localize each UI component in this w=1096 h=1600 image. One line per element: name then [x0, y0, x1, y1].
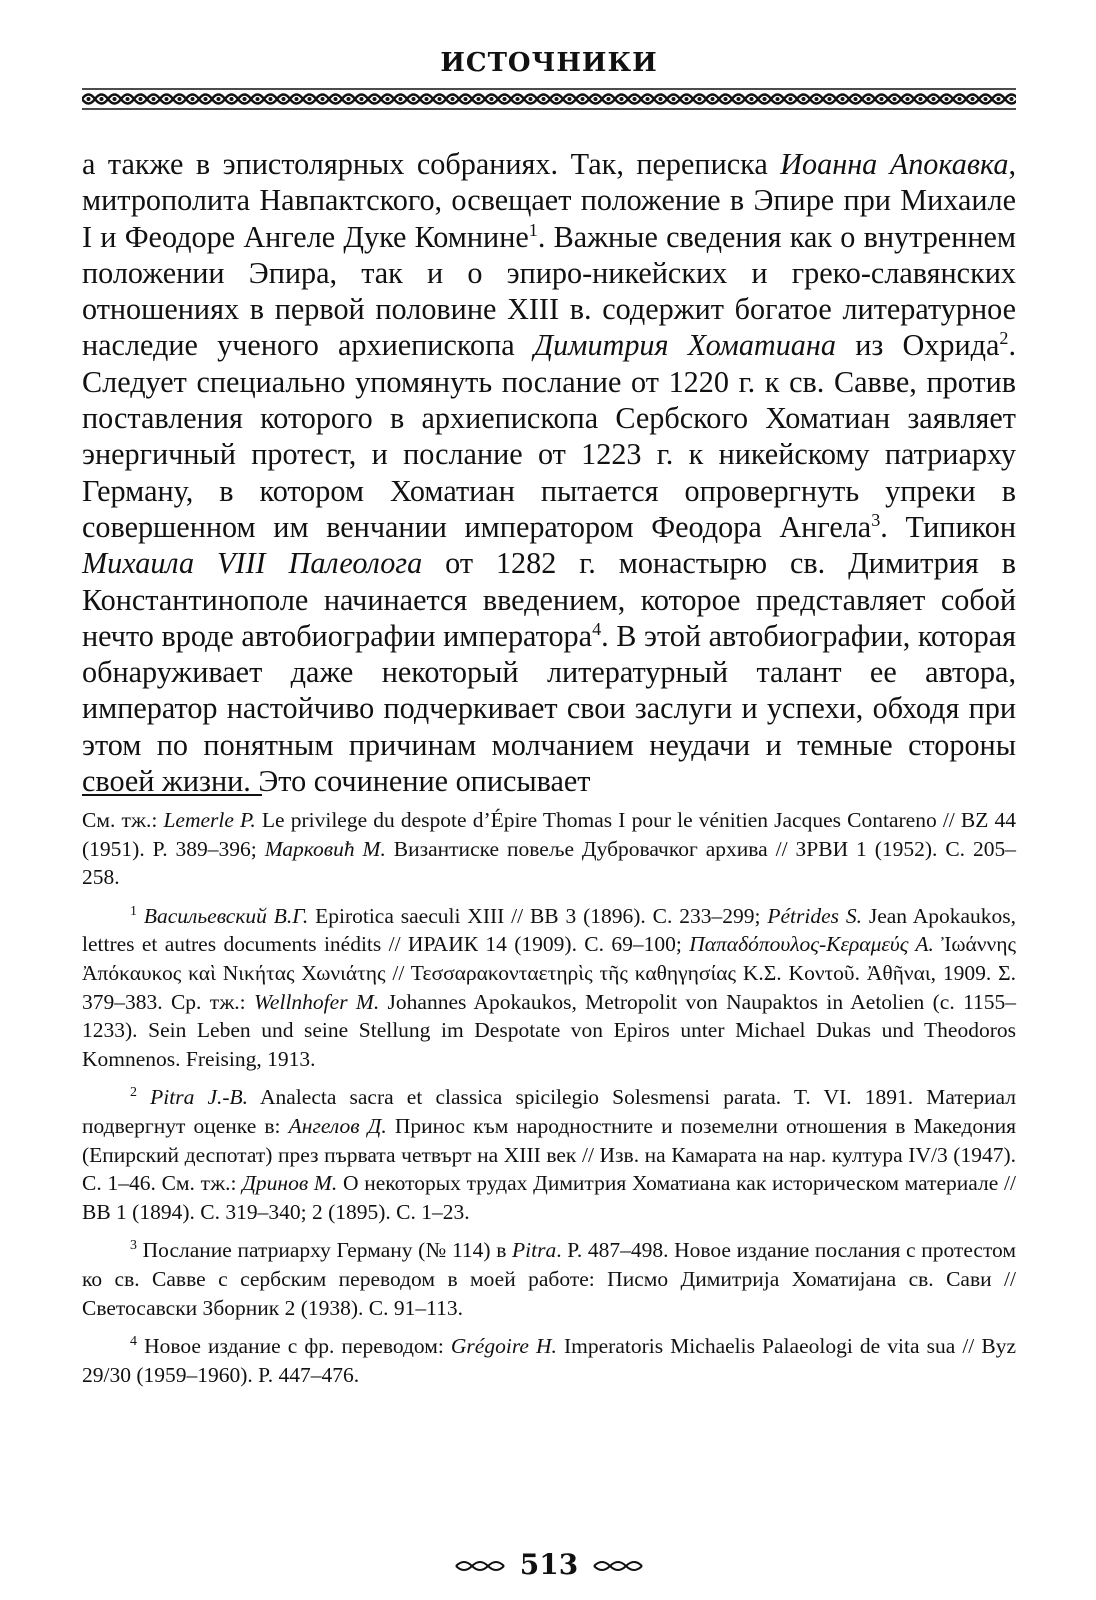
- footnote-1: [82, 902, 1016, 1074]
- text-run: Imperatoris Michaelis Palaeologi de vita sua // Byz 29/30 (1959–1960). P. 447–476.: [82, 1334, 1016, 1387]
- author-name: Pétrides S.: [767, 903, 862, 928]
- text-run: , митрополита Навпактского, освещает положение в Эпире при Михаиле I и Феодоре Ангеле Дуке Комнине: [82, 147, 1016, 254]
- text-run: из Охрида: [835, 328, 1000, 363]
- text-run: а также в эпистолярных собраниях. Так, переписка: [82, 147, 781, 181]
- author-name: Grégoire H.: [450, 1334, 557, 1359]
- author-name: Дринов М.: [242, 1171, 338, 1196]
- footnote-ref-1[interactable]: 1: [528, 219, 538, 240]
- author-name: Димитрия Хоматиана: [533, 328, 836, 363]
- author-name: Марковић М.: [264, 836, 386, 861]
- author-name: Lemerle P.: [163, 808, 256, 832]
- page-number: 513: [519, 1548, 579, 1581]
- text-run: Послание патриарху Герману (№ 114) в: [136, 1238, 513, 1263]
- footnote-number: 2: [130, 1085, 137, 1101]
- author-name: Михаила VIII Палеолога: [82, 546, 423, 581]
- author-name: Wellnhofer M.: [254, 989, 380, 1014]
- text-run: . В этой автобиографии, которая обнаруживает даже некоторый литературный талант ее автора, император настойчиво подчеркивает свои заслуги и успехи, обходя при этом по понятным причинам молчанием неудачи и темные стороны своей жизни. Это сочинение описывает: [82, 618, 1016, 799]
- text-run: Новое издание с фр. переводом:: [136, 1334, 451, 1359]
- author-name: Pitra J.-B.: [150, 1085, 249, 1110]
- main-paragraph: [82, 146, 1016, 799]
- text-run: Analecta sacra et classica spicilegio Solesmensi parata. T. VI. 1891. Материал подвергнут оценке в:: [82, 1085, 1016, 1138]
- right-ornament-icon: [592, 1558, 644, 1574]
- footnote-ref-4[interactable]: 4: [592, 618, 602, 639]
- text-run: . Важные сведения как о внутреннем положении Эпира, так и о эпиро-никейских и греко-славянских отношениях в первой половине XIII в. содержит богатое литературное наследие ученого архиепископа: [82, 219, 1017, 363]
- text-run: . Следует специально упомянуть послание от 1220 г. к св. Савве, против поставления которого в архиепископа Сербского Хоматиан заявляет энергичный протест, и послание от 1223 г. к никейскому патриарху Герману, в котором Хоматиан пытается опровергнуть упреки в совершенном им венчании императором Феодора Ангела: [82, 328, 1016, 544]
- text-run: Le privilege du despote d’Épire Thomas I pour le vénitien Jacques Contareno // BZ 44 (1951). P. 389–396;: [82, 808, 1017, 861]
- page-footer: [82, 1548, 1016, 1584]
- text-run: Ἰωάννης Ἀπόκαυκος καὶ Νικήτας Χωνιάτης // Τεσσαρακονταετηρὶς τῆς καθηγησίας Κ.Σ. Κοντοῦ. Ἀθῆναι, 1909. Σ. 379–383. Ср. тж.:: [82, 932, 1017, 1014]
- footnote-2: [82, 1083, 1016, 1226]
- author-name: Ангелов Д.: [288, 1113, 387, 1138]
- author-name: Васильевский В.Г.: [143, 903, 309, 928]
- author-name: Иоанна Апокавка: [780, 147, 1009, 181]
- text-run: О некоторых трудах Димитрия Хоматиана как историческом материале // ВВ 1 (1894). С. 319–340; 2 (1895). С. 1–23.: [82, 1171, 1016, 1224]
- text-run: от 1282 г. монастырю св. Димитрия в Константинополе начинается введением, которое представляет собой нечто вроде автобиографии императора: [82, 546, 1016, 653]
- main-text: [82, 146, 1016, 799]
- footnote-separator: [82, 794, 262, 796]
- text-run: Византиске повеље Дубровачког архива // ЗРВИ 1 (1952). С. 205–258.: [82, 836, 1016, 890]
- text-run: . Типикон: [880, 509, 1016, 544]
- book-page: [82, 0, 1016, 1600]
- footnote-number: 1: [130, 903, 137, 919]
- author-name: Παπαδόπουλος-Κεραμεύς Α.: [689, 932, 934, 957]
- author-name: Pitra: [512, 1238, 557, 1263]
- footnote-number: 3: [130, 1238, 137, 1254]
- running-title: ИСТОЧНИКИ: [440, 48, 658, 78]
- text-run: Jean Apokaukos, lettres et autres documents inédits // ИРАИК 14 (1909). С. 69–100;: [82, 903, 1017, 957]
- footnotes: [82, 806, 1016, 1399]
- footnote-ref-2[interactable]: 2: [999, 328, 1009, 349]
- text-run: Epirotica saeculi XIII // ВВ 3 (1896). С. 233–299;: [308, 903, 768, 928]
- text-run: . P. 487–498. Новое издание послания с протестом ко св. Савве с сербским переводом в моей работе: Писмо Димитрија Хоматијана св. Сави // Светосавски Зборник 2 (1938). С. 91–113.: [82, 1238, 1017, 1320]
- footnote-4: [82, 1332, 1016, 1389]
- footnote-ref-3[interactable]: 3: [871, 509, 881, 530]
- footnote-number: 4: [130, 1333, 137, 1349]
- footnote-continuation: [82, 806, 1016, 892]
- text-run: Принос към народностните и поземелни отношения в Македония (Епирский деспотат) през първата четвърт на XIII век // Изв. на Камарата на нар. култура IV/3 (1947). С. 1–46. См. тж.:: [82, 1113, 1016, 1196]
- text-run: См. тж.:: [82, 808, 164, 832]
- ornament-band: [82, 88, 1016, 110]
- footnote-3: [82, 1236, 1016, 1322]
- text-run: Johannes Apokaukos, Metropolit von Naupaktos in Aetolien (c. 1155–1233). Sein Leben und seine Stellung im Despotate von Epiros unter Michael Dukas und Theodoros Komnenos. Freising, 1913.: [82, 989, 1017, 1071]
